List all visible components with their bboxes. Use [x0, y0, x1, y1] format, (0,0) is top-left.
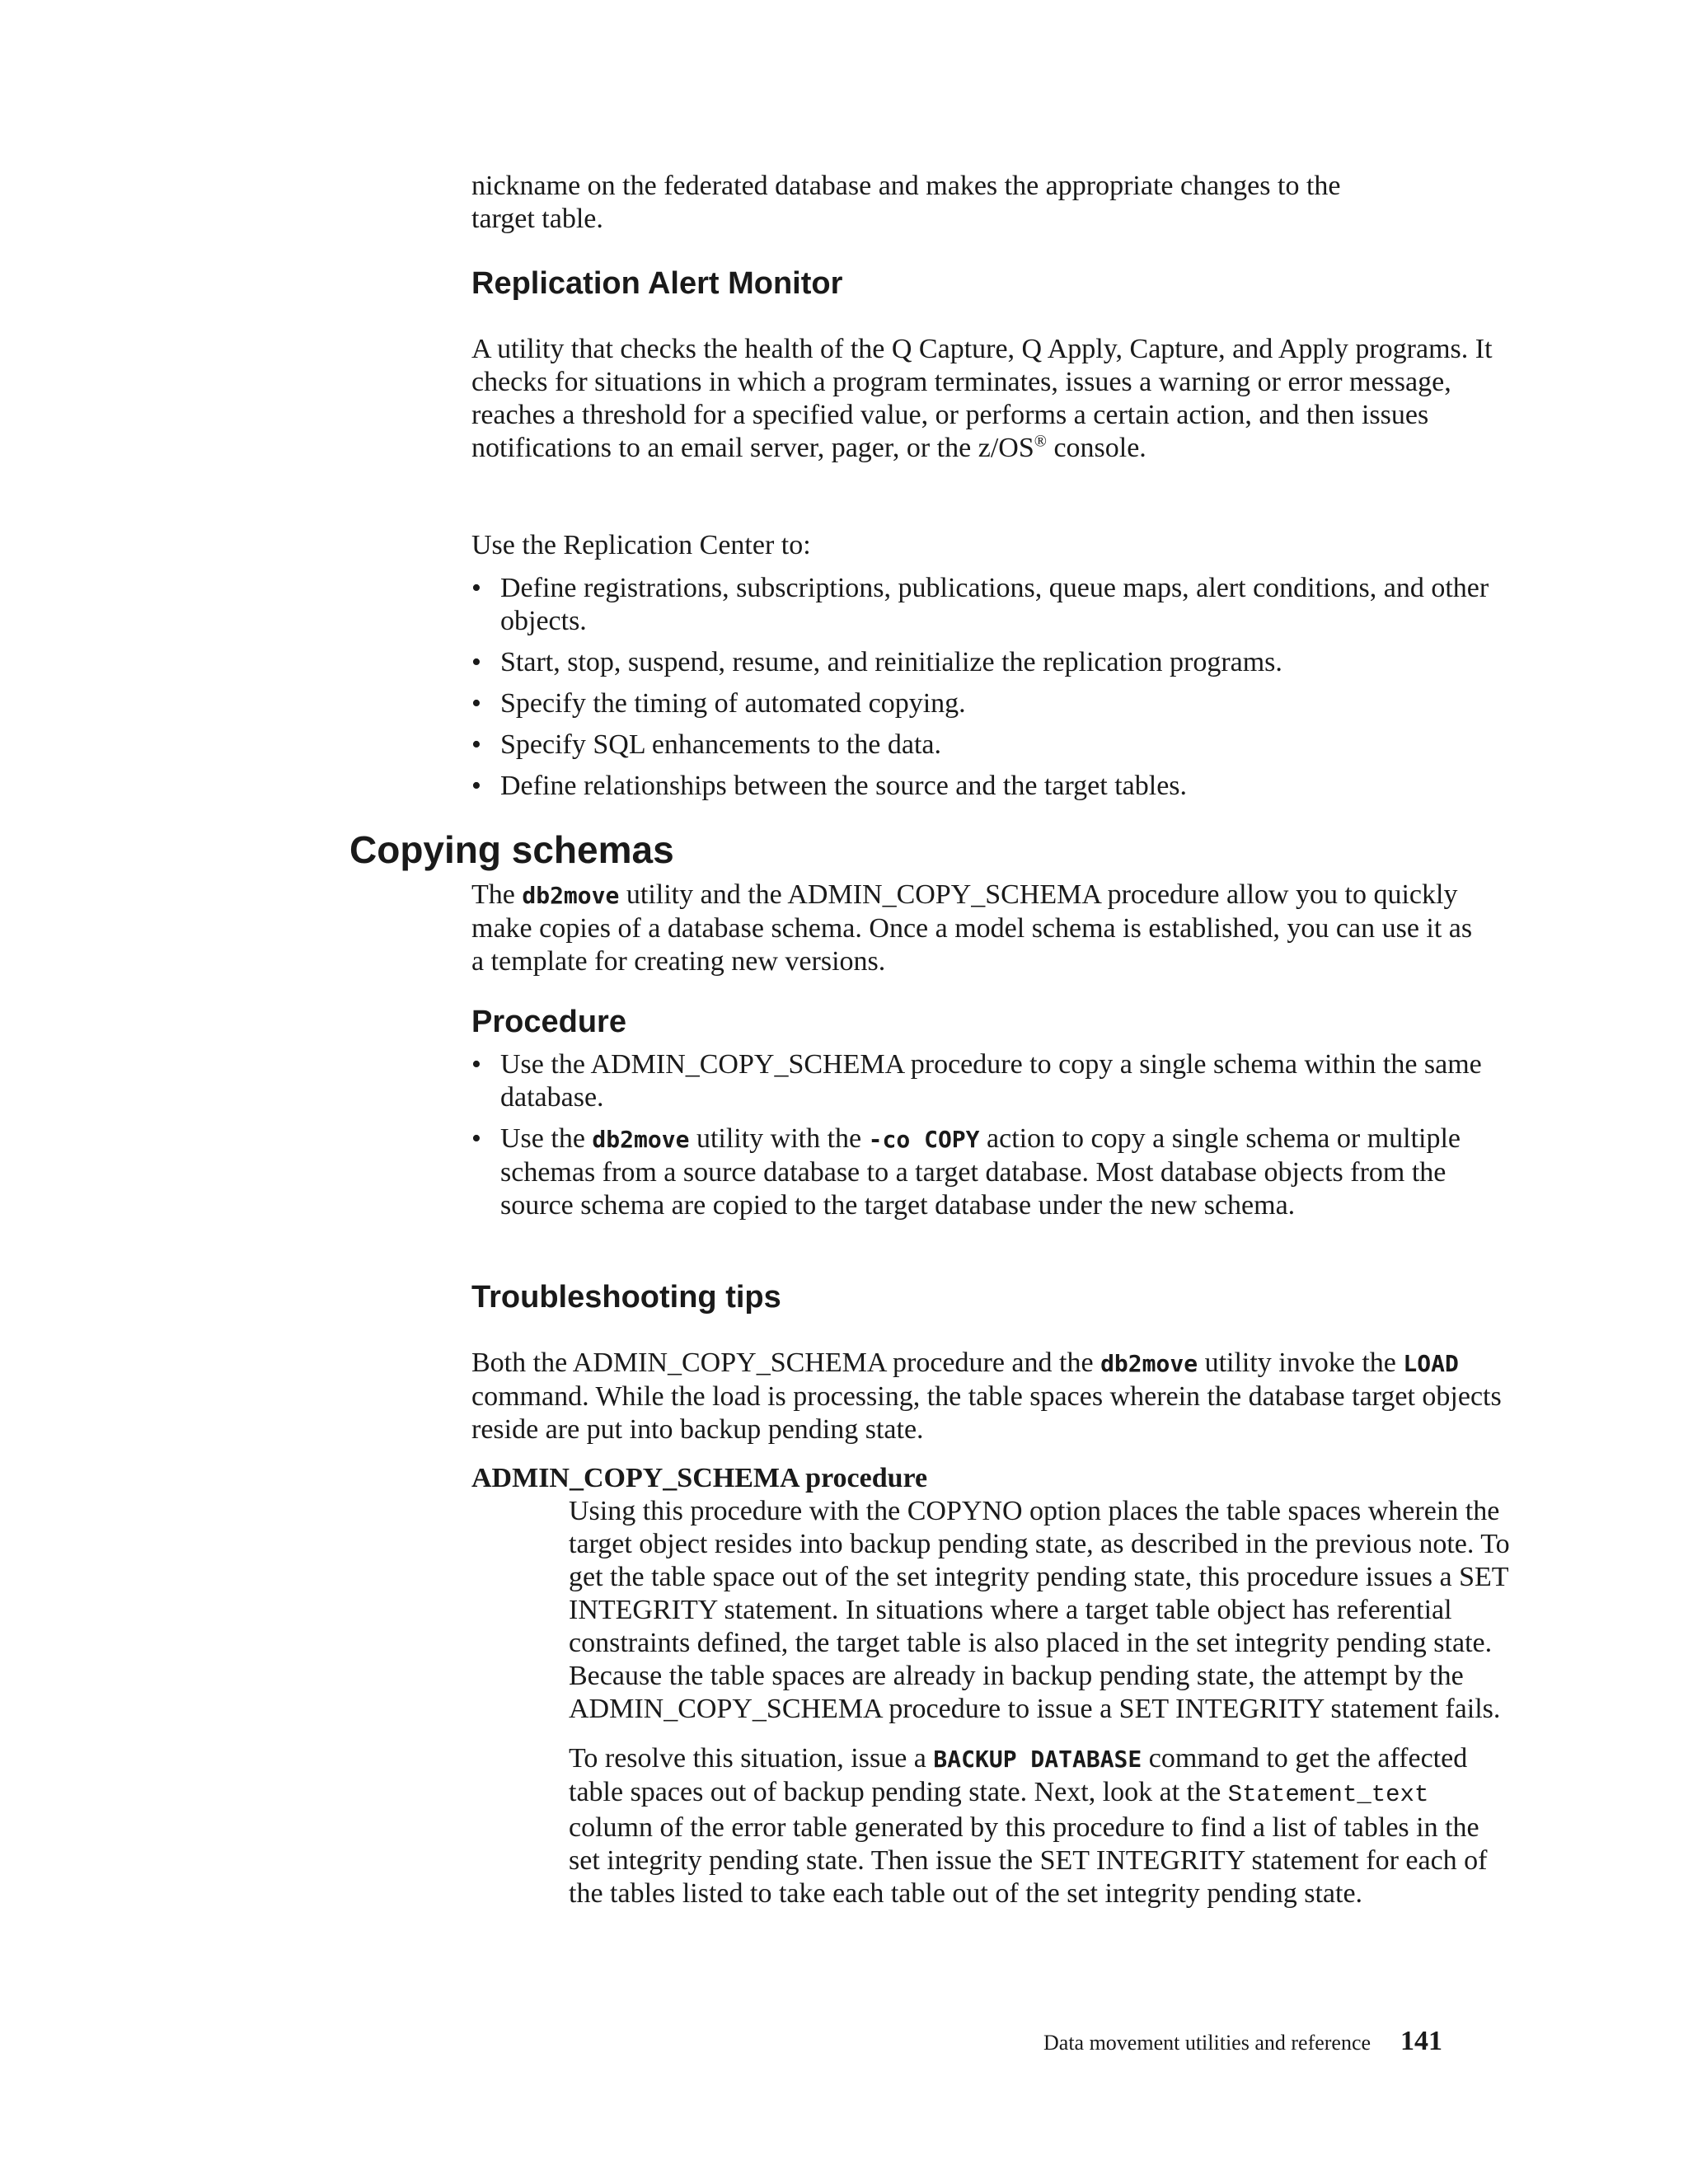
- intro-line-2: target table.: [471, 204, 603, 234]
- definition-paragraph-2: [569, 1742, 1510, 1910]
- list-item: [471, 646, 1493, 679]
- list-item: [471, 687, 1493, 720]
- procedure-section: [471, 1004, 1510, 1040]
- page-number: 141: [1400, 2026, 1443, 2056]
- db2move-command: db2move: [522, 882, 620, 909]
- ram-text: A utility that checks the health of the Q Capture, Q Apply, Capture, and Apply programs. It checks for situations in which a program terminates, issues a warning or error message, reaches a threshold for a specified value, or performs a certain action, and then issues notifications to an email server, pager, or the z/OS: [471, 334, 1493, 463]
- list-item: [471, 729, 1493, 762]
- registered-mark: ®: [1034, 432, 1047, 451]
- co-copy-option: -co COPY: [868, 1126, 980, 1153]
- troubleshooting-paragraph: [471, 1347, 1510, 1446]
- ram-text-end: console.: [1046, 433, 1146, 463]
- list-item: [471, 770, 1493, 803]
- list-item-text: Define relationships between the source and the target tables.: [500, 771, 1188, 801]
- list-item: [471, 1122, 1493, 1222]
- procedure-heading: Procedure: [471, 1005, 626, 1039]
- definition-description: [471, 1495, 1510, 1910]
- list-item: [471, 572, 1493, 638]
- bullet-marker: •: [471, 1049, 481, 1080]
- admin-copy-schema-definition: [471, 1462, 1510, 1910]
- statement-text-column: Statement_text: [1227, 1781, 1429, 1808]
- list-item: [471, 1048, 1493, 1114]
- troubleshooting-heading: Troubleshooting tips: [471, 1280, 781, 1315]
- list-item-text: Start, stop, suspend, resume, and reinitialize the replication programs.: [500, 647, 1282, 677]
- list-item-text: Use the ADMIN_COPY_SCHEMA procedure to copy a single schema within the same database.: [500, 1049, 1482, 1113]
- db2move-command: db2move: [592, 1126, 690, 1153]
- list-item-text: Specify SQL enhancements to the data.: [500, 729, 942, 760]
- bullet-marker: •: [471, 771, 481, 801]
- page-footer: [1043, 2027, 1497, 2057]
- cs-text-a: The: [471, 879, 523, 910]
- ts-text-c: command. While the load is processing, the table spaces wherein the database target objects reside are put into backup pending state.: [471, 1381, 1502, 1445]
- intro-paragraph: [471, 170, 1510, 236]
- backup-database-command: BACKUP DATABASE: [933, 1746, 1142, 1773]
- procedure-list: [471, 1048, 1493, 1222]
- copying-schemas-heading: Copying schemas: [349, 828, 674, 871]
- def-text-b: command to get the affected table spaces out of backup pending state. Next, look at the: [569, 1743, 1468, 1807]
- troubleshooting-section: [471, 1279, 1510, 1315]
- replication-alert-monitor-section: [471, 265, 1510, 302]
- replication-alert-monitor-heading: Replication Alert Monitor: [471, 266, 843, 301]
- bullet-marker: •: [471, 647, 481, 677]
- bullet-marker: •: [471, 729, 481, 760]
- replication-alert-monitor-paragraph: [471, 333, 1493, 465]
- list-item-text: utility with the: [689, 1123, 869, 1154]
- list-item-text: Specify the timing of automated copying.: [500, 688, 966, 719]
- list-item-text: action to copy a single schema or multiple schemas from a source database to a target database. Most database objects from the source schema are copied to the target database under the new schema.: [500, 1123, 1461, 1221]
- definition-term: ADMIN_COPY_SCHEMA procedure: [471, 1463, 928, 1493]
- def-text-c: column of the error table generated by this procedure to find a list of tables in the set integrity pending state. Then issue the SET INTEGRITY statement for each of the tables listed to take each table out of the set integrity pending state.: [569, 1812, 1488, 1909]
- footer-title: Data movement utilities and reference: [1043, 2031, 1372, 2055]
- definition-paragraph-1: Using this procedure with the COPYNO option places the table spaces wherein the target object resides into backup pending state, as described in the previous note. To get the table space out of the set integrity pending state, this procedure issues a SET INTEGRITY statement. In situations where a target table object has referential constraints defined, the target table is also placed in the set integrity pending state. Because the table spaces are already in backup pending state, the attempt by the ADMIN_COPY_SCHEMA procedure to issue a SET INTEGRITY statement fails.: [569, 1496, 1510, 1724]
- def-text-a: To resolve this situation, issue a: [569, 1743, 934, 1774]
- bullet-marker: •: [471, 573, 481, 603]
- intro-line-1: nickname on the federated database and makes the appropriate changes to the: [471, 171, 1341, 201]
- replication-center-section: [471, 529, 1493, 811]
- db2move-command: db2move: [1100, 1350, 1198, 1377]
- ts-text-a: Both the ADMIN_COPY_SCHEMA procedure and the: [471, 1347, 1101, 1378]
- replication-center-list: [471, 572, 1493, 803]
- copying-schemas-paragraph: [471, 879, 1477, 978]
- load-command: LOAD: [1403, 1350, 1459, 1377]
- list-item-text: Use the: [500, 1123, 593, 1154]
- list-item-text: Define registrations, subscriptions, publications, queue maps, alert conditions, and other objects.: [500, 573, 1489, 636]
- cs-text-b: utility and the ADMIN_COPY_SCHEMA procedure allow you to quickly make copies of a database schema. Once a model schema is established, you can use it as a template for creating new versions.: [471, 879, 1473, 977]
- bullet-marker: •: [471, 1123, 481, 1154]
- bullet-marker: •: [471, 688, 481, 719]
- ts-text-b: utility invoke the: [1198, 1347, 1404, 1378]
- replication-center-lead: Use the Replication Center to:: [471, 530, 811, 560]
- procedure-list-wrapper: [471, 1048, 1493, 1230]
